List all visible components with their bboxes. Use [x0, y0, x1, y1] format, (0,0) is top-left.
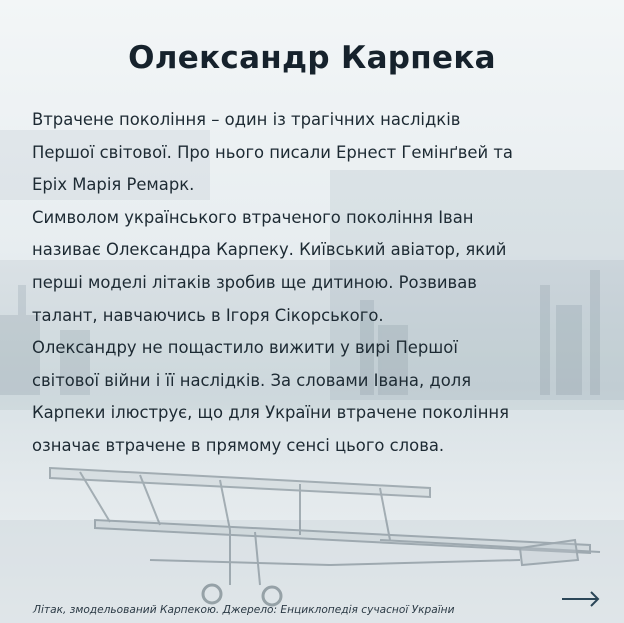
body-text: [32, 104, 602, 463]
arrow-right-icon[interactable]: [560, 590, 602, 608]
body-line: Еріх Марія Ремарк.: [32, 175, 195, 195]
body-line: світової війни і її наслідків. За словами Івана, доля: [32, 370, 472, 390]
body-line: Карпеки ілюструє, що для України втрачене покоління: [32, 403, 510, 423]
body-line: талант, навчаючись в Ігоря Сікорського.: [32, 305, 384, 325]
body-line: називає Олександра Карпеку. Київський авіатор, який: [32, 240, 507, 260]
body-line: означає втрачене в прямому сенсі цього слова.: [32, 435, 445, 455]
body-line: Олександру не пощастило вижити у вирі Першої: [32, 338, 458, 358]
body-line: перші моделі літаків зробив ще дитиною. Розвивав: [32, 272, 477, 292]
body-line: Втрачене покоління – один із трагічних наслідків: [32, 110, 461, 129]
image-caption: Літак, змодельований Карпекою. Джерело: Енциклопедія сучасної України: [33, 604, 455, 616]
body-line: Першої світової. Про нього писали Ернест Гемінґвей та: [32, 142, 513, 162]
body-line: Символом українського втраченого покоління Іван: [32, 207, 474, 227]
page-title: Олександр Карпека: [128, 40, 496, 76]
